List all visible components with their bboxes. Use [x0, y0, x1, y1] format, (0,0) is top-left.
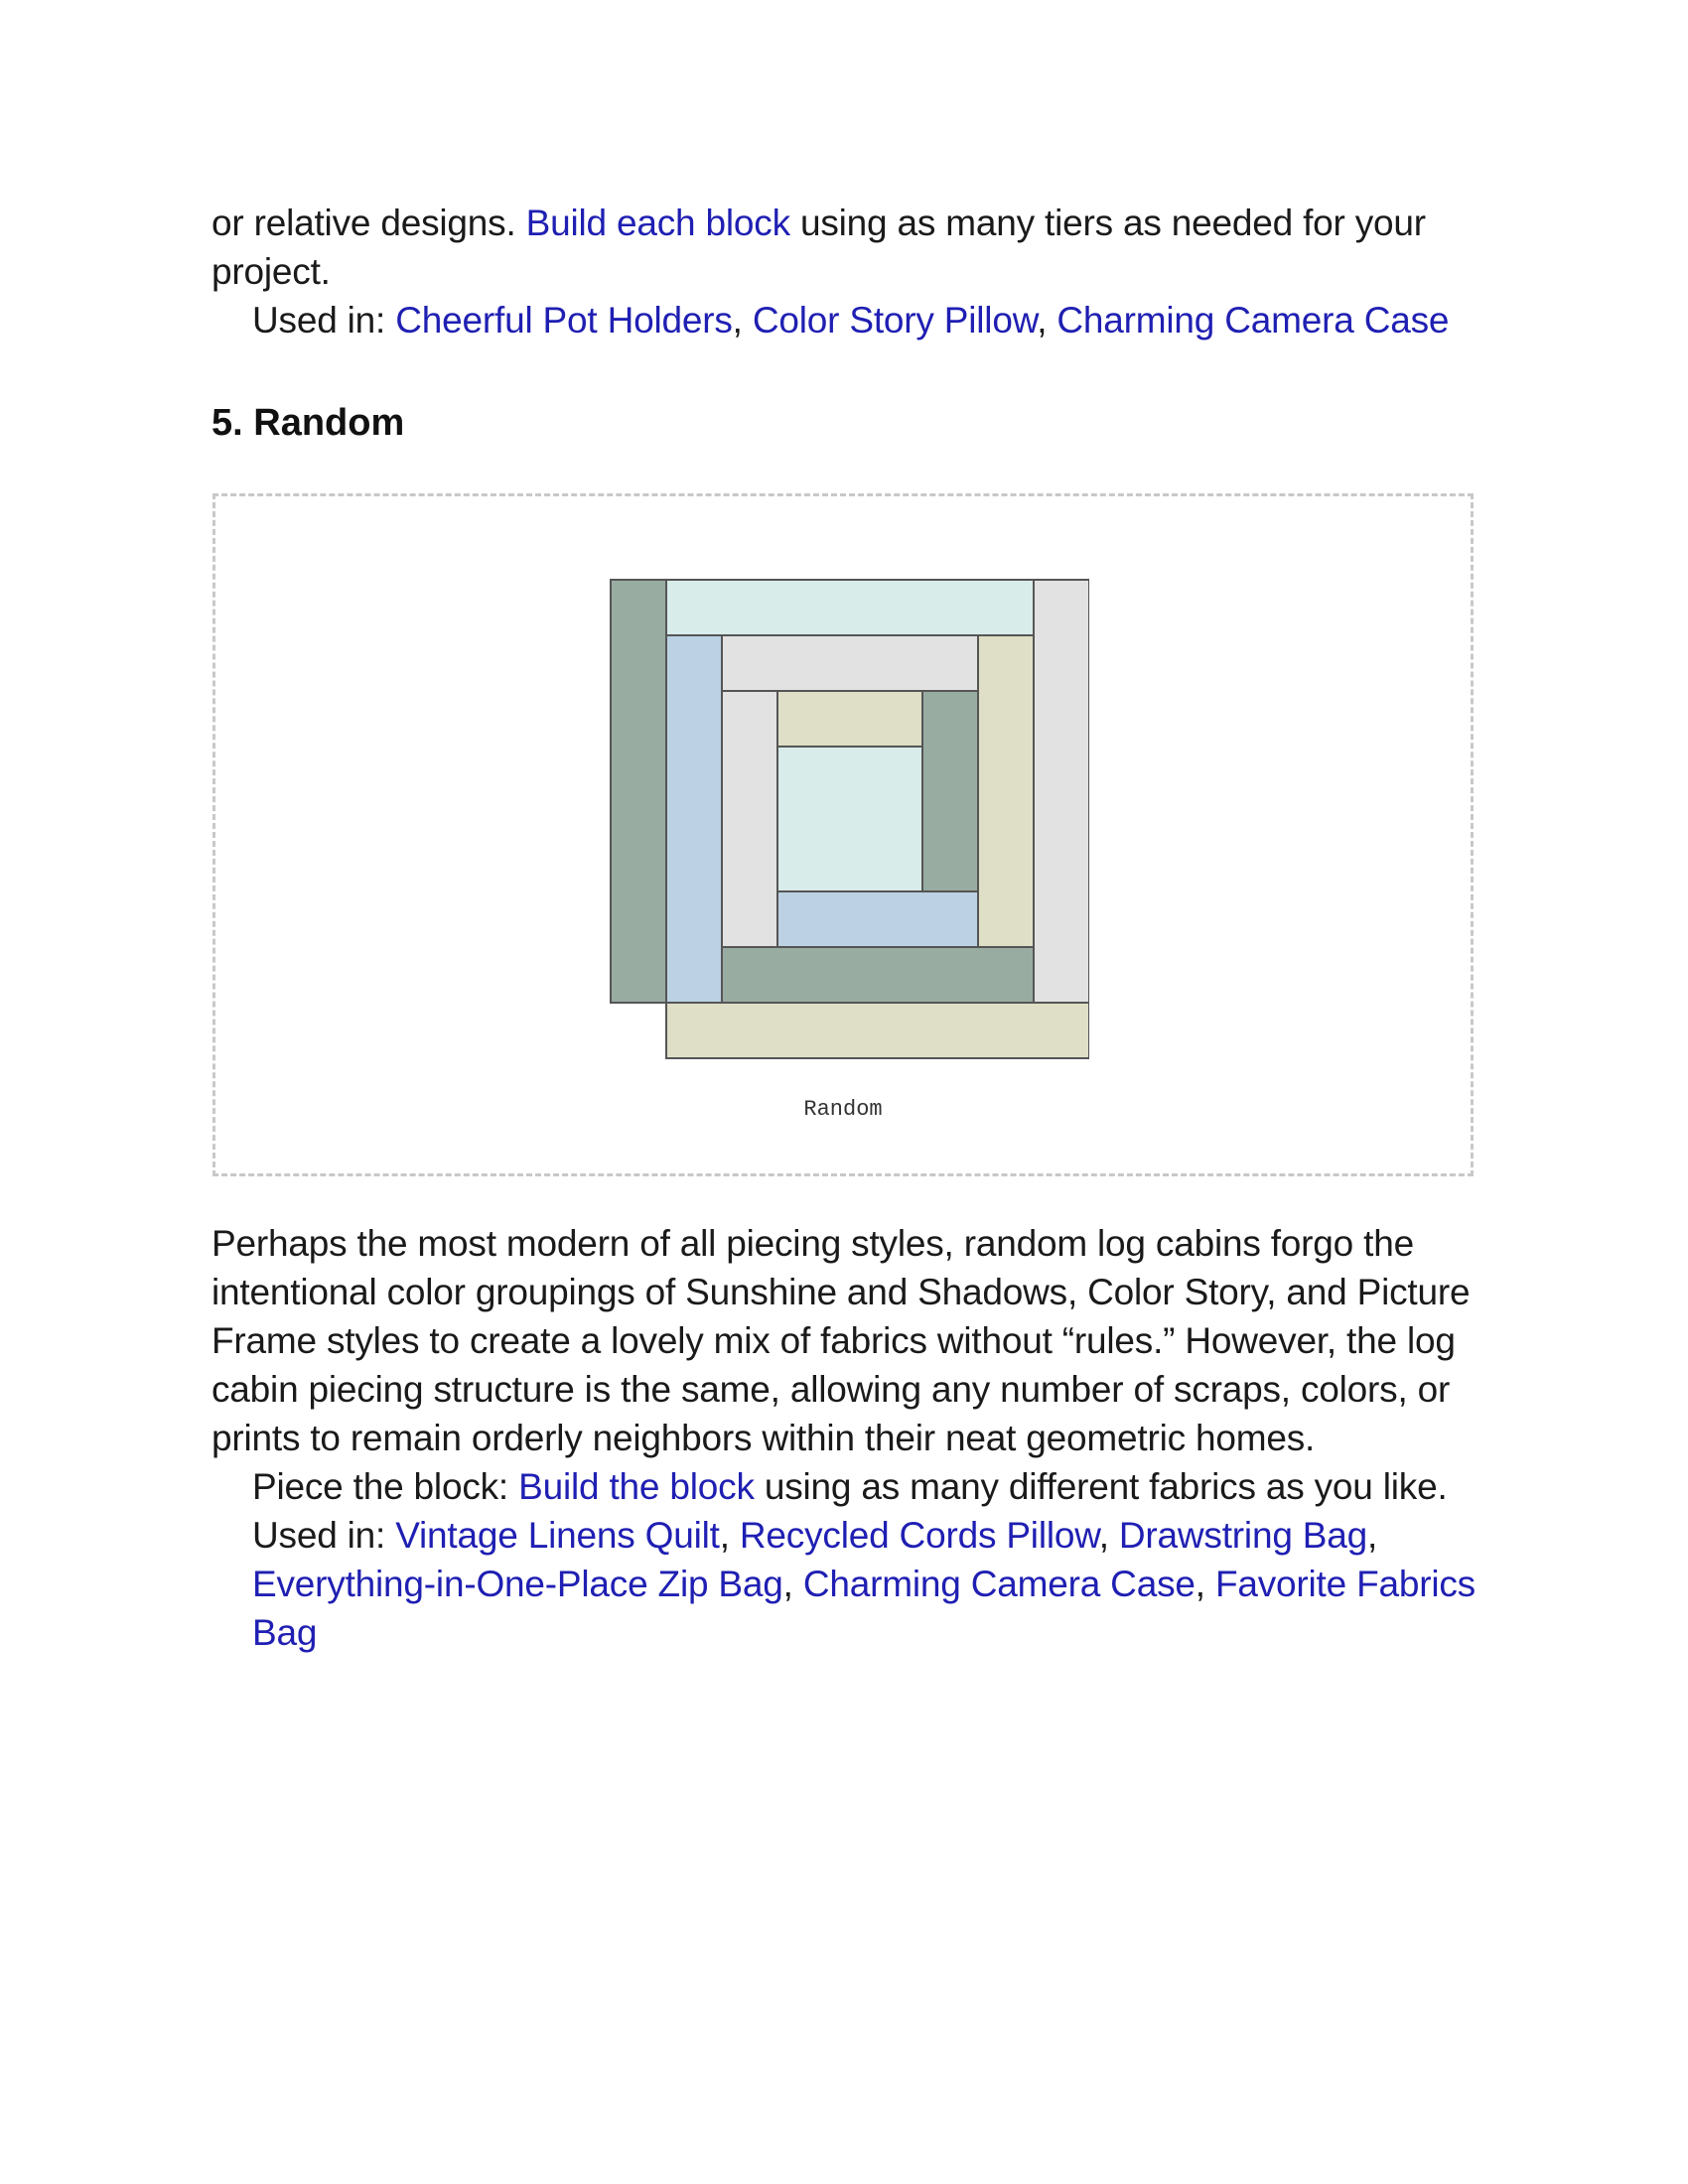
top-used-in-line — [211, 296, 1492, 344]
top-text-block — [211, 199, 1492, 344]
log-strip — [666, 1003, 1089, 1058]
separator: , — [1037, 300, 1057, 341]
log-strip — [777, 891, 978, 947]
log-strip — [722, 947, 1034, 1003]
vintage-linens-quilt-link[interactable]: Vintage Linens Quilt — [395, 1515, 720, 1556]
intro-paragraph — [211, 199, 1492, 296]
center-square — [777, 747, 922, 891]
bottom-text-block — [211, 1219, 1492, 1657]
piece-text-after: using as many different fabrics as you like. — [754, 1466, 1448, 1507]
charming-camera-case-link[interactable]: Charming Camera Case — [802, 1564, 1196, 1604]
figure-caption: Random — [803, 1097, 883, 1122]
body-paragraph: Perhaps the most modern of all piecing styles, random log cabins forgo the intentional color groupings of Sunshine and Shadows, Color Story, and Picture Frame styles to create a lovely mix of fabrics without “rules.” However, the log cabin piecing structure is the same, allowing any number of scraps, colors, or prints to remain orderly neighbors within their neat geometric homes. — [211, 1223, 1471, 1458]
log-cabin-block-diagram — [609, 578, 1089, 1060]
used-in-label: Used in: — [252, 300, 396, 341]
bottom-used-in-line — [211, 1511, 1492, 1657]
color-story-pillow-link[interactable]: Color Story Pillow — [752, 300, 1038, 341]
drawstring-bag-link[interactable]: Drawstring Bag — [1118, 1515, 1368, 1556]
piece-label: Piece the block: — [252, 1466, 519, 1507]
separator: , — [1195, 1564, 1215, 1604]
intro-text-before: or relative designs. — [211, 203, 526, 243]
log-cabin-pieces — [611, 580, 1089, 1058]
separator: , — [782, 1564, 803, 1604]
charming-camera-case-link[interactable]: Charming Camera Case — [1056, 300, 1450, 341]
log-strip — [1034, 580, 1089, 1003]
separator: , — [1098, 1515, 1119, 1556]
build-each-block-link[interactable]: Build each block — [525, 203, 790, 243]
everything-in-one-place-zip-bag-link[interactable]: Everything-in-One-Place Zip Bag — [252, 1564, 783, 1604]
favorite-fabrics-bag-link[interactable]: Favorite Fabrics Bag — [252, 1564, 1476, 1653]
log-strip — [666, 580, 1034, 635]
log-strip — [611, 580, 666, 1003]
intro-text-after: using as many tiers as needed for your project. — [211, 203, 1426, 292]
log-strip — [722, 691, 777, 947]
section-heading: 5. Random — [211, 402, 405, 444]
recycled-cords-pillow-link[interactable]: Recycled Cords Pillow — [739, 1515, 1099, 1556]
log-strip — [666, 635, 722, 1003]
log-strip — [922, 691, 978, 891]
cheerful-pot-holders-link[interactable]: Cheerful Pot Holders — [395, 300, 733, 341]
separator: , — [1367, 1515, 1378, 1556]
separator: , — [732, 300, 753, 341]
separator: , — [719, 1515, 740, 1556]
log-strip — [722, 635, 978, 691]
log-strip — [978, 635, 1034, 947]
build-the-block-link[interactable]: Build the block — [518, 1466, 755, 1507]
figure-box — [212, 493, 1474, 1176]
used-in-label: Used in: — [252, 1515, 396, 1556]
log-strip — [777, 691, 922, 747]
piece-the-block-line — [211, 1462, 1492, 1511]
